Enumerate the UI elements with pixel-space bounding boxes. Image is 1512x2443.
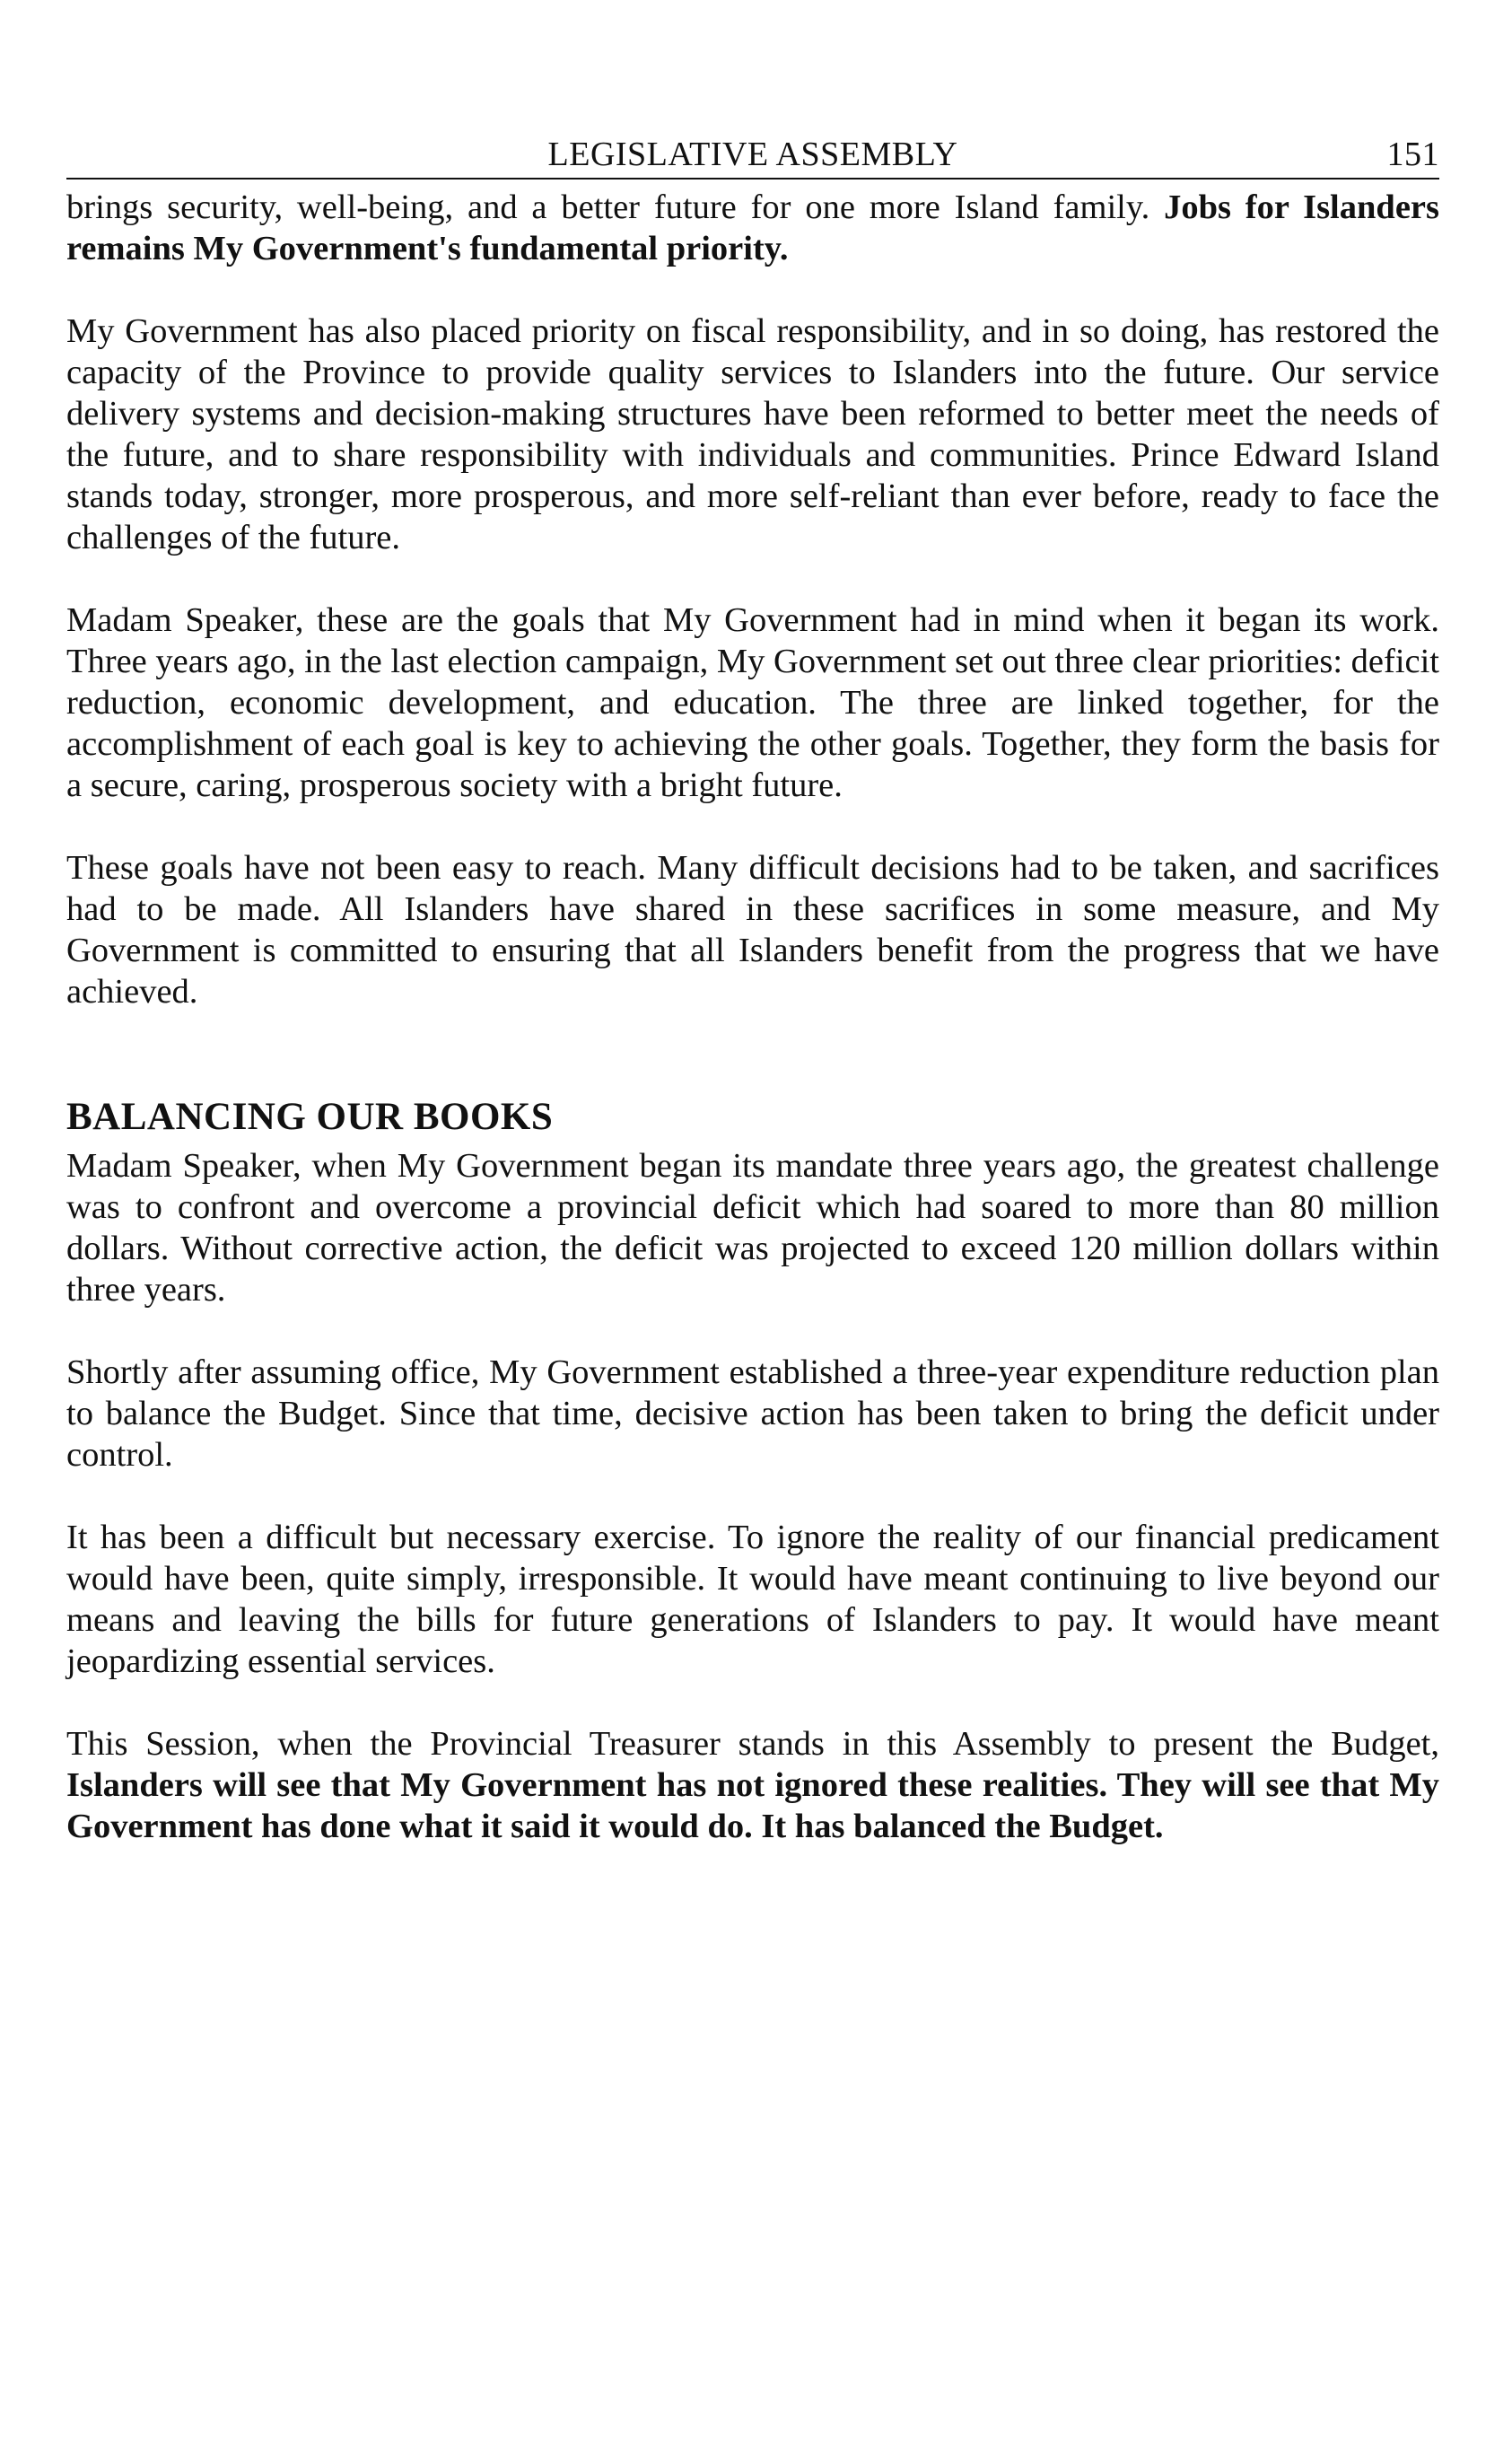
header-title: LEGISLATIVE ASSEMBLY	[547, 136, 958, 173]
paragraph	[66, 847, 1439, 1012]
paragraph-bold-text: Islanders will see that My Government has not ignored these realities. They will see that My Government has done what it said it would do. It has balanced the Budget.	[66, 1766, 1439, 1845]
running-header	[66, 133, 1439, 180]
paragraph-text: Madam Speaker, these are the goals that My Government had in mind when it began its work. Three years ago, in the last election campaign, My Government set out three clear priorities: deficit reduction, economic development, and education. The three are linked together, for the accomplishment of each goal is key to achieving the other goals. Together, they form the basis for a secure, caring, prosperous society with a bright future.	[66, 601, 1439, 804]
section-heading: BALANCING OUR BOOKS	[66, 1096, 554, 1138]
paragraph-text: Shortly after assuming office, My Government established a three-year expenditure reduction plan to balance the Budget. Since that time, decisive action has been taken to bring the deficit under control.	[66, 1353, 1439, 1474]
paragraph	[66, 1723, 1439, 1847]
paragraph-text: brings security, well-being, and a better future for one more Island family.	[66, 188, 1165, 226]
paragraph	[66, 187, 1439, 269]
paragraph-text: My Government has also placed priority on fiscal responsibility, and in so doing, has restored the capacity of the Province to provide quality services to Islanders into the future. Our service delivery systems and decision-making structures have been reformed to better meet the needs of the future, and to share responsibility with individuals and communities. Prince Edward Island stands today, stronger, more prosperous, and more self-reliant than ever before, ready to face the challenges of the future.	[66, 312, 1439, 556]
page-number: 151	[1386, 136, 1439, 173]
document-page	[66, 133, 1439, 1888]
document-body	[66, 187, 1439, 1847]
paragraph-bold-text: Jobs for Islanders remains My Government's fundamental priority.	[66, 188, 1439, 267]
paragraph-text: It has been a difficult but necessary exercise. To ignore the reality of our financial predicament would have been, quite simply, irresponsible. It would have meant continuing to live beyond our means and leaving the bills for future generations of Islanders to pay. It would have meant jeopardizing essential services.	[66, 1519, 1439, 1680]
paragraph-text: Madam Speaker, when My Government began its mandate three years ago, the greatest challenge was to confront and overcome a provincial deficit which had soared to more than 80 million dollars. Without corrective action, the deficit was projected to exceed 120 million dollars within three years.	[66, 1147, 1439, 1309]
paragraph-text: This Session, when the Provincial Treasurer stands in this Assembly to present the Budget,	[66, 1725, 1439, 1763]
paragraph-text: These goals have not been easy to reach. Many difficult decisions had to be taken, and sacrifices had to be made. All Islanders have shared in these sacrifices in some measure, and My Government is committed to ensuring that all Islanders benefit from the progress that we have achieved.	[66, 849, 1439, 1011]
paragraph	[66, 1145, 1439, 1310]
paragraph	[66, 311, 1439, 558]
paragraph	[66, 600, 1439, 806]
paragraph	[66, 1517, 1439, 1682]
paragraph	[66, 1352, 1439, 1475]
